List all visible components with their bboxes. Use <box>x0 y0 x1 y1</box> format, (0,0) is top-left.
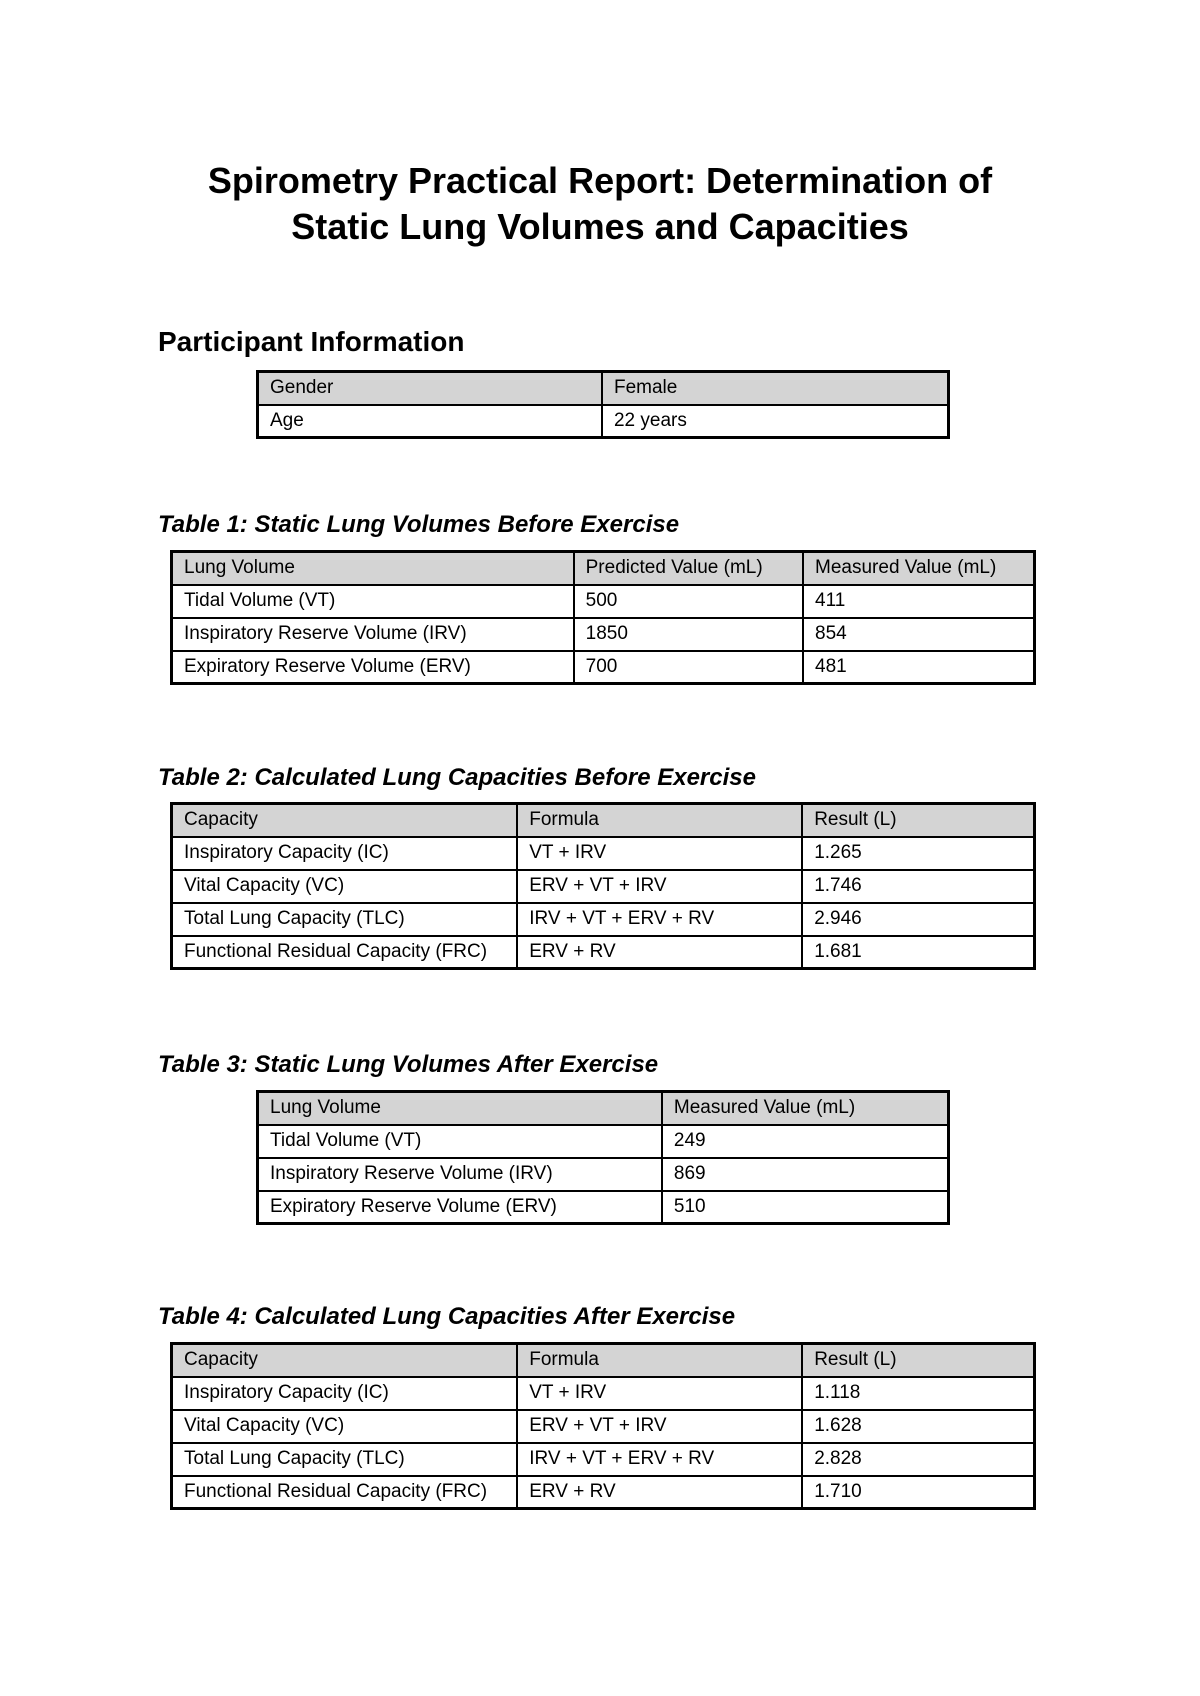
column-header: Lung Volume <box>172 552 574 585</box>
table-row <box>172 1476 1035 1509</box>
table2-caption: Table 2: Calculated Lung Capacities Before Exercise <box>158 764 756 791</box>
table-cell: Inspiratory Reserve Volume (IRV) <box>258 1158 662 1191</box>
page-title <box>100 158 1100 250</box>
table-cell: Inspiratory Reserve Volume (IRV) <box>172 618 574 651</box>
table-cell: 249 <box>662 1125 949 1158</box>
table-row <box>258 372 949 405</box>
table-cell: Functional Residual Capacity (FRC) <box>172 936 518 969</box>
table4-caption: Table 4: Calculated Lung Capacities After Exercise <box>158 1303 736 1330</box>
table1 <box>170 550 1036 685</box>
table-row <box>172 903 1035 936</box>
table-row <box>172 936 1035 969</box>
table-cell: Inspiratory Capacity (IC) <box>172 837 518 870</box>
column-header: Result (L) <box>802 1344 1034 1377</box>
table-cell: 1.118 <box>802 1377 1034 1410</box>
participant-label-gender: Gender <box>258 372 602 405</box>
column-header: Formula <box>517 804 802 837</box>
table-row <box>258 1158 949 1191</box>
table-cell: Vital Capacity (VC) <box>172 870 518 903</box>
table-cell: 2.828 <box>802 1443 1034 1476</box>
table-row <box>258 405 949 438</box>
table-cell: ERV + RV <box>517 936 802 969</box>
table-row <box>172 837 1035 870</box>
table-cell: 500 <box>574 585 803 618</box>
table-cell: Vital Capacity (VC) <box>172 1410 518 1443</box>
table-cell: VT + IRV <box>517 1377 802 1410</box>
participant-label-age: Age <box>258 405 602 438</box>
table-cell: 854 <box>803 618 1034 651</box>
column-header: Result (L) <box>802 804 1034 837</box>
table-cell: VT + IRV <box>517 837 802 870</box>
table-cell: IRV + VT + ERV + RV <box>517 903 802 936</box>
table-cell: 1.265 <box>802 837 1034 870</box>
table-cell: 1.710 <box>802 1476 1034 1509</box>
page-title-line2: Static Lung Volumes and Capacities <box>291 206 909 247</box>
table-row <box>172 1410 1035 1443</box>
table-cell: Total Lung Capacity (TLC) <box>172 903 518 936</box>
table-cell: ERV + VT + IRV <box>517 870 802 903</box>
table-row <box>258 1125 949 1158</box>
table-cell: Tidal Volume (VT) <box>258 1125 662 1158</box>
column-header: Predicted Value (mL) <box>574 552 803 585</box>
page-title-line1: Spirometry Practical Report: Determination of <box>207 160 993 201</box>
column-header: Lung Volume <box>258 1092 662 1125</box>
table-row <box>172 870 1035 903</box>
table-row <box>172 618 1035 651</box>
table-cell: Total Lung Capacity (TLC) <box>172 1443 518 1476</box>
table-row <box>172 651 1035 684</box>
column-header: Formula <box>517 1344 802 1377</box>
table-cell: 700 <box>574 651 803 684</box>
table3 <box>256 1090 950 1225</box>
table-row <box>172 585 1035 618</box>
table-header-row <box>258 1092 949 1125</box>
table4 <box>170 1342 1036 1510</box>
table1-caption: Table 1: Static Lung Volumes Before Exercise <box>158 511 680 538</box>
table-cell: Functional Residual Capacity (FRC) <box>172 1476 518 1509</box>
table-cell: 1.628 <box>802 1410 1034 1443</box>
column-header: Measured Value (mL) <box>662 1092 949 1125</box>
table-cell: Expiratory Reserve Volume (ERV) <box>258 1191 662 1224</box>
table-header-row <box>172 1344 1035 1377</box>
table-cell: Tidal Volume (VT) <box>172 585 574 618</box>
participant-table <box>256 370 950 439</box>
participant-information-heading: Participant Information <box>158 326 465 357</box>
table-cell: 869 <box>662 1158 949 1191</box>
table-cell: 510 <box>662 1191 949 1224</box>
table3-caption: Table 3: Static Lung Volumes After Exercise <box>158 1051 659 1078</box>
table-cell: IRV + VT + ERV + RV <box>517 1443 802 1476</box>
table-row <box>258 1191 949 1224</box>
column-header: Capacity <box>172 1344 518 1377</box>
table-cell: Inspiratory Capacity (IC) <box>172 1377 518 1410</box>
column-header: Measured Value (mL) <box>803 552 1034 585</box>
participant-value-age: 22 years <box>602 405 949 438</box>
table-row <box>172 1443 1035 1476</box>
table-cell: 481 <box>803 651 1034 684</box>
table2 <box>170 802 1036 970</box>
table-cell: ERV + VT + IRV <box>517 1410 802 1443</box>
table-cell: 411 <box>803 585 1034 618</box>
table-cell: 2.946 <box>802 903 1034 936</box>
column-header: Capacity <box>172 804 518 837</box>
table-row <box>172 1377 1035 1410</box>
table-cell: 1.746 <box>802 870 1034 903</box>
table-header-row <box>172 552 1035 585</box>
table-cell: Expiratory Reserve Volume (ERV) <box>172 651 574 684</box>
table-cell: ERV + RV <box>517 1476 802 1509</box>
participant-value-gender: Female <box>602 372 949 405</box>
table-header-row <box>172 804 1035 837</box>
table-cell: 1850 <box>574 618 803 651</box>
table-cell: 1.681 <box>802 936 1034 969</box>
